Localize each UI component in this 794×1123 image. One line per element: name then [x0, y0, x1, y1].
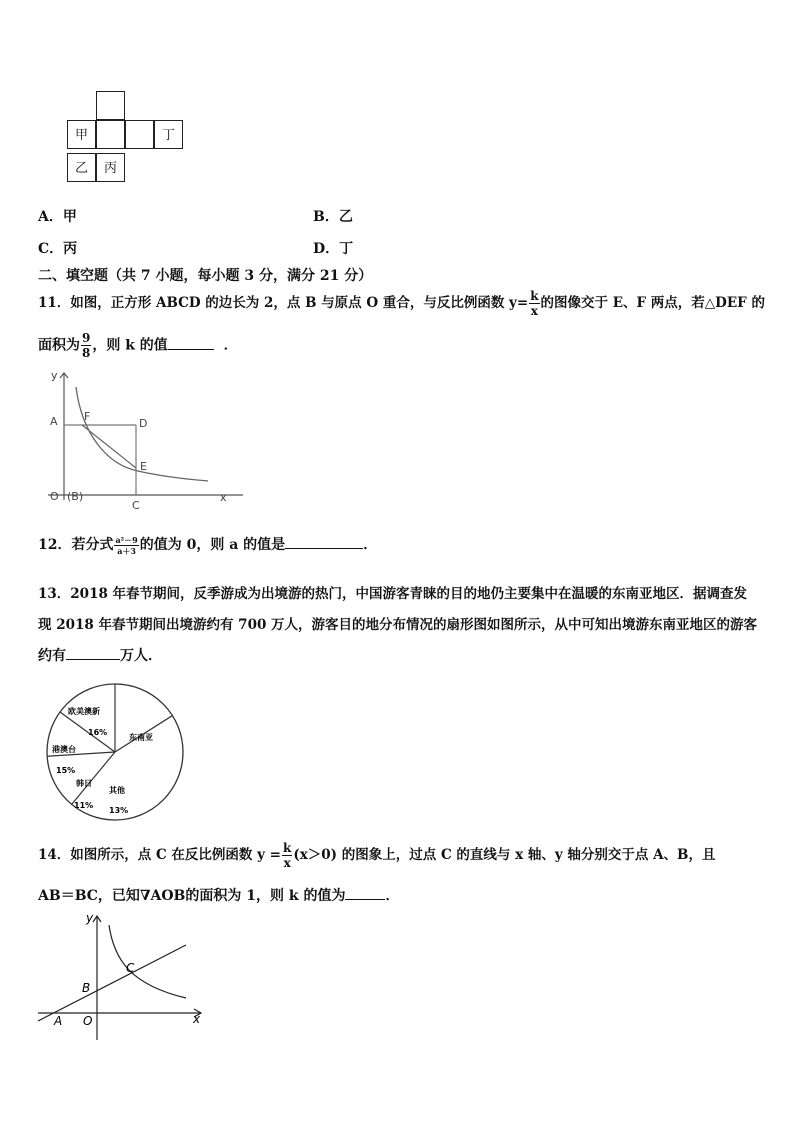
q11-label-y: y — [51, 369, 58, 382]
net-cell-yi: 乙 — [67, 153, 96, 182]
q11-line1 — [38, 290, 765, 317]
q11-text-area: 面积为 — [38, 337, 80, 354]
q11-label-a: A — [50, 415, 58, 428]
q13-line2: 现 2018 年春节期间出境游约有 700 万人，游客目的地分布情况的扇形图如图所示，从中可知出境游东南亚地区的游客 — [38, 617, 758, 633]
pie-label-oumeiaoxin: 欧美澳新 — [68, 707, 100, 716]
q11-label-d: D — [139, 417, 148, 430]
q11-graph — [38, 365, 253, 513]
q12-text-b: 的值为 0，则 a 的值是 — [139, 537, 286, 553]
q11-text-a: 11．如图，正方形 ABCD 的边长为 2，点 B 与原点 O 重合，与反比例函数 y= — [38, 295, 529, 311]
option-d: D．丁 — [313, 241, 354, 257]
pie-label-hanri: 韩日 — [76, 779, 92, 788]
pie-label-qita: 其他 — [109, 786, 125, 795]
option-c: C．丙 — [38, 241, 78, 257]
pie-percent-gangaotai: 15% — [56, 766, 76, 775]
q11-line2 — [38, 332, 238, 359]
q11-label-o: O — [50, 490, 59, 503]
q11-label-b: (B) — [67, 490, 84, 503]
net-cell-jia: 甲 — [67, 120, 96, 149]
q11-answer-blank[interactable] — [168, 337, 214, 350]
q14-text-area: 的面积为 1，则 k 的值为 — [185, 888, 346, 904]
q14-text-a: 14．如图所示，点 C 在反比例函数 y = — [38, 847, 281, 863]
q11-label-c: C — [132, 499, 140, 512]
pie-label-dongnanya: 东南亚 — [129, 733, 153, 742]
q14-label-c: C — [126, 961, 135, 975]
net-cell-bing: 丙 — [96, 153, 125, 182]
q11-fraction-k-over-x: $\frac{k}{x}$ — [530, 289, 539, 318]
q14-line1 — [38, 842, 715, 869]
section-heading: 二、填空题（共 7 小题，每小题 3 分，满分 21 分） — [38, 268, 373, 284]
q11-period: ． — [223, 337, 238, 354]
q11-text-k: ，则 k 的值 — [92, 337, 168, 354]
q11-label-e: E — [140, 460, 147, 473]
q14-label-y: y — [86, 911, 94, 925]
net-cell-middle — [96, 120, 125, 149]
q13-line1: 13．2018 年春节期间，反季游成为出境游的热门，中国游客青睐的目的地仍主要集中在温暖的东南亚地区．据调查发 — [38, 586, 748, 602]
net-cell-ding: 丁 — [154, 120, 183, 149]
q13-answer-blank[interactable] — [66, 647, 120, 660]
q14-text-ab: AB＝BC，已知 — [38, 888, 140, 904]
q14-line2 — [38, 885, 399, 905]
q14-triangle-aob: ∇AOB — [139, 888, 186, 904]
option-b: B．乙 — [313, 209, 353, 225]
q12-fraction: $\frac{\text{a²－9}}{a+3}$ — [115, 534, 138, 556]
q12-text-a: 12．若分式 — [38, 537, 114, 553]
q13-text-b: 万人． — [120, 648, 162, 664]
q12-answer-blank[interactable] — [285, 536, 363, 549]
q11-label-x: x — [220, 491, 227, 504]
q14-graph — [36, 910, 211, 1045]
q14-answer-blank[interactable] — [345, 887, 385, 900]
net-cell-top — [96, 91, 125, 120]
pie-label-gangaotai: 港澳台 — [52, 745, 76, 754]
q14-line-abc — [38, 945, 186, 1021]
q11-label-f: F — [84, 410, 91, 423]
pie-percent-qita: 13% — [109, 806, 129, 815]
q14-fraction-k-over-x: $\frac{k}{x}$ — [283, 841, 292, 870]
pie-percent-oumeiaoxin: 16% — [88, 728, 108, 737]
q12-period: ． — [363, 537, 378, 553]
q13-pie-chart — [40, 680, 190, 824]
q12-line — [38, 534, 377, 555]
option-a: A．甲 — [38, 209, 77, 225]
pie-percent-hanri: 11% — [74, 801, 94, 810]
q13-line3 — [38, 645, 162, 665]
q14-label-a: A — [54, 1014, 63, 1028]
q14-label-x: x — [193, 1012, 201, 1026]
q14-label-o: O — [83, 1014, 93, 1028]
net-cell-blank — [125, 120, 154, 149]
q11-text-b: 的图像交于 E、F 两点，若△DEF 的 — [540, 295, 765, 311]
q14-hyperbola — [109, 925, 186, 998]
q14-period: ． — [385, 888, 400, 904]
q14-text-b: (x＞0) 的图象上，过点 C 的直线与 x 轴、y 轴分别交于点 A、B，且 — [293, 847, 716, 863]
q11-fraction-9-over-8: $\frac{9}{8}$ — [82, 331, 91, 360]
q13-text-a: 约有 — [38, 648, 66, 664]
q14-label-b: B — [82, 981, 91, 995]
